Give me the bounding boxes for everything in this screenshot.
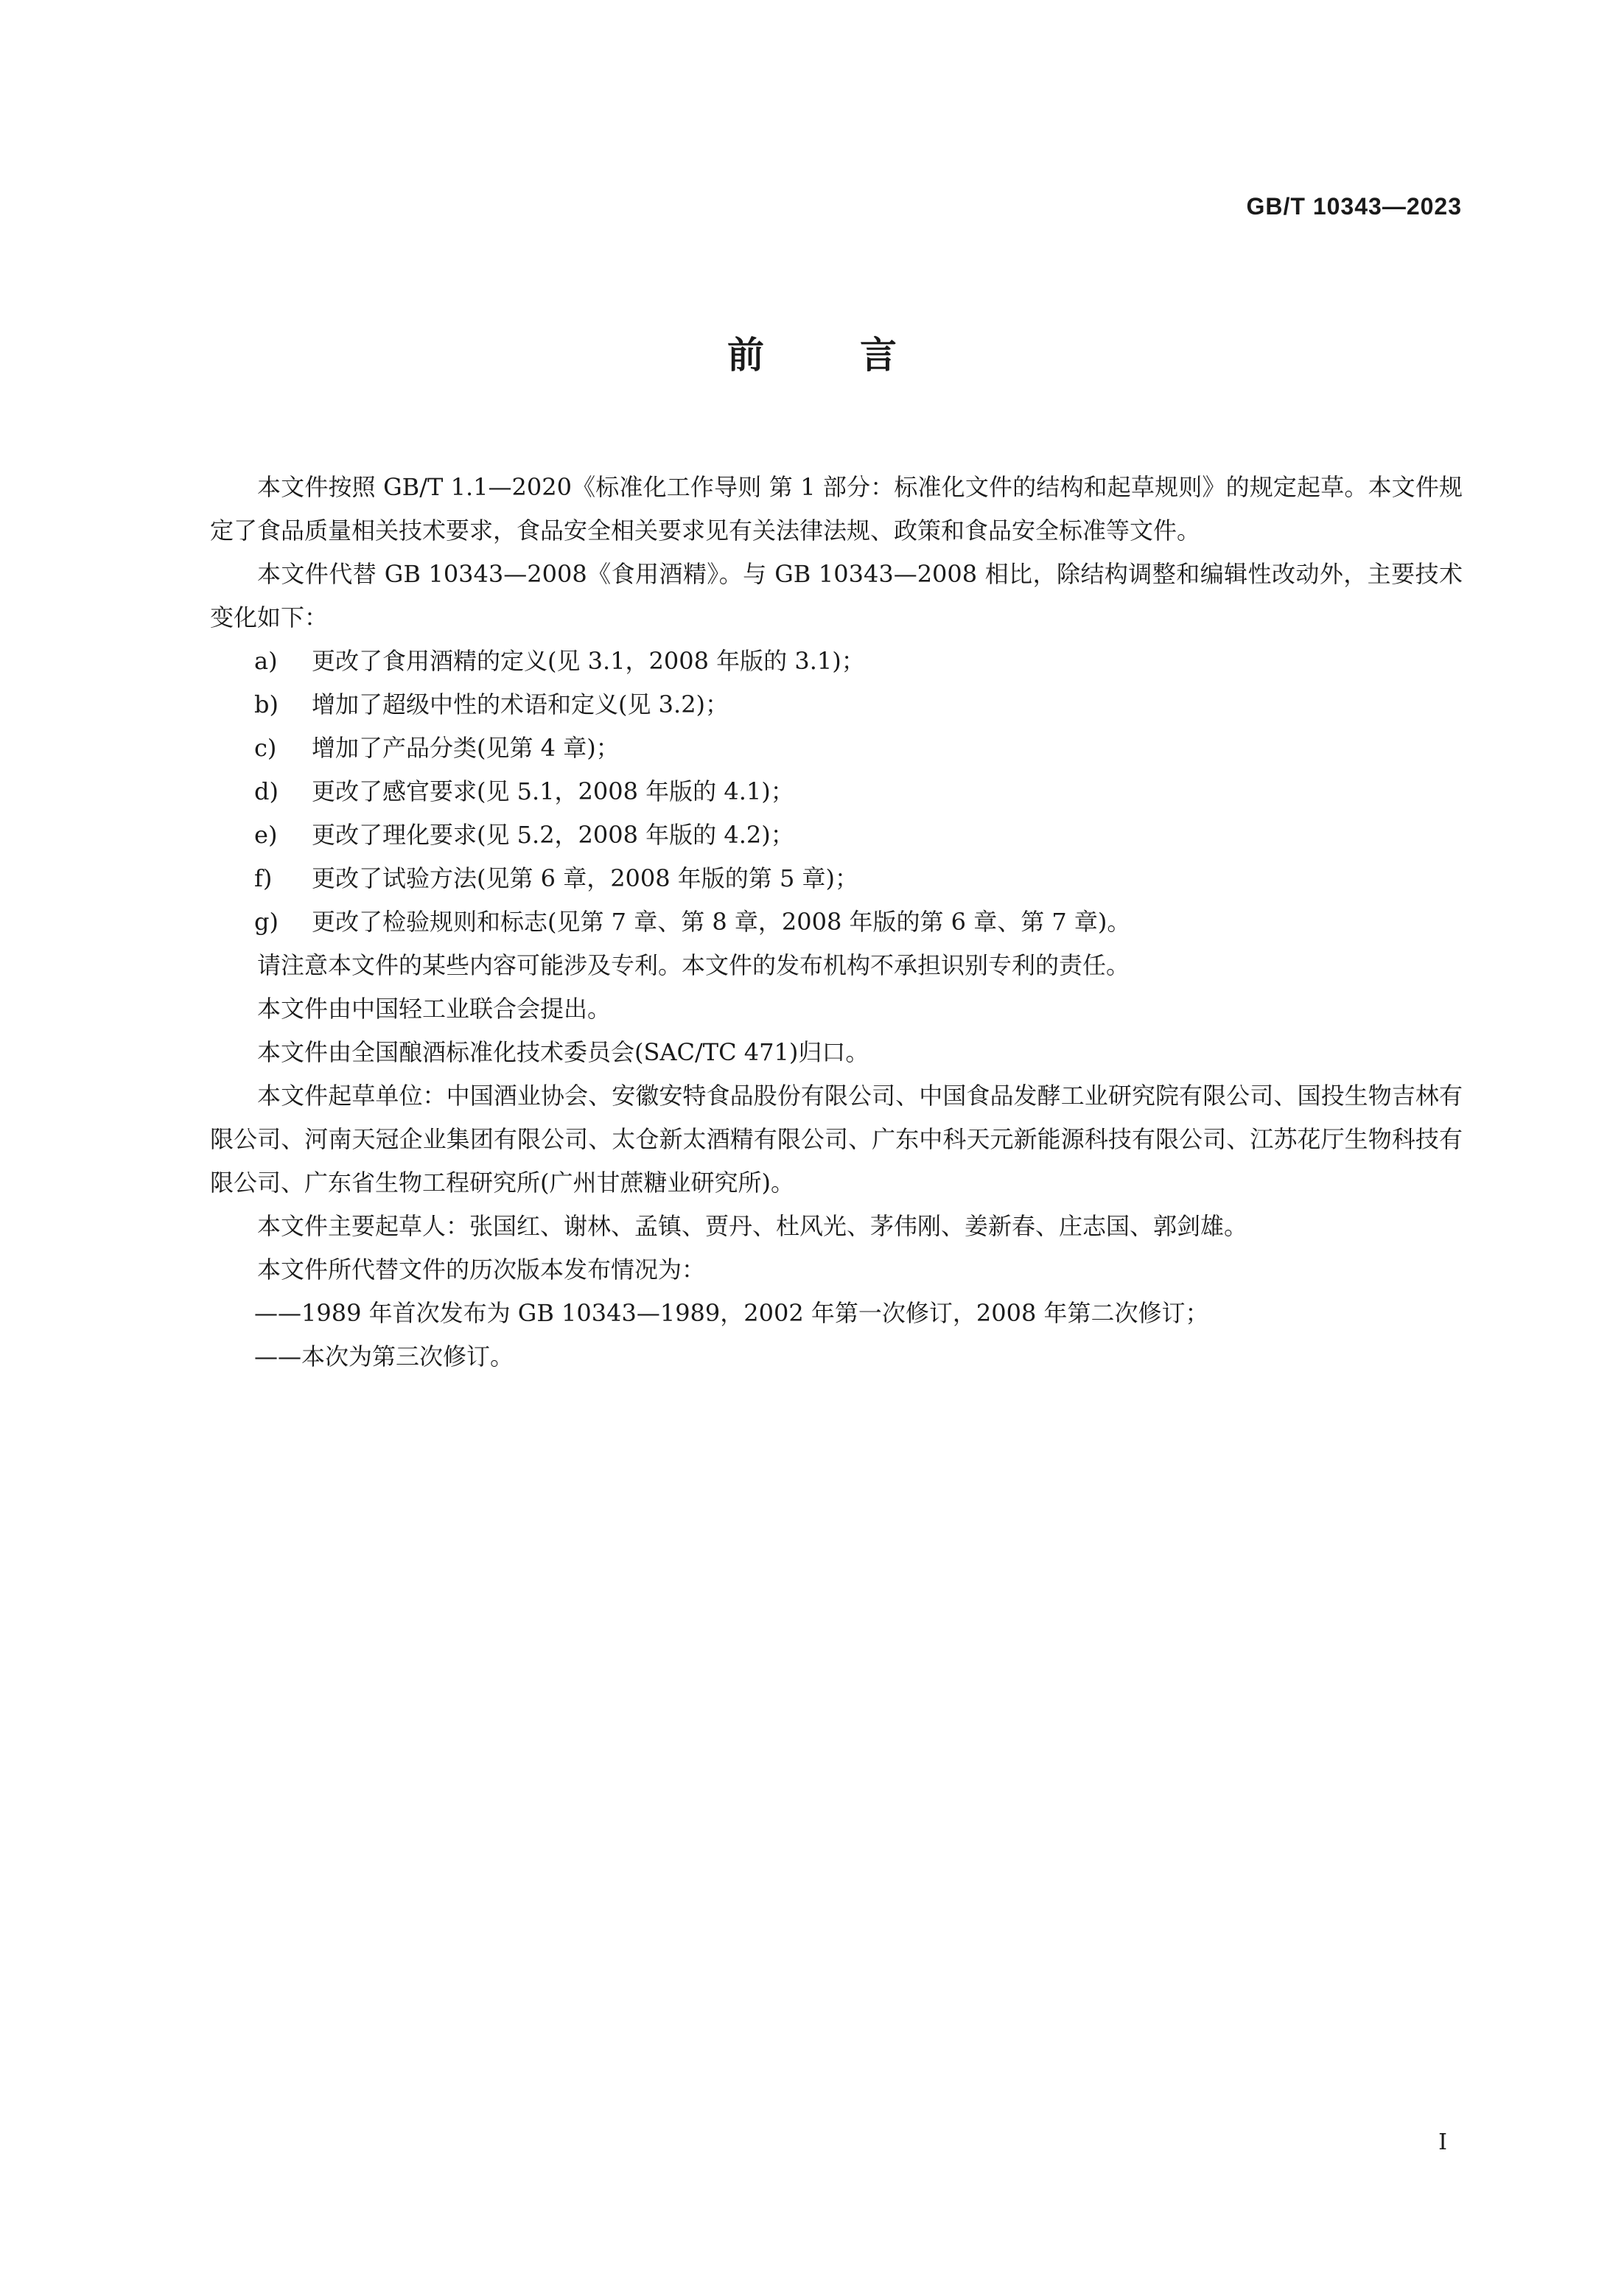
changes-list: [210, 640, 1463, 944]
list-marker: b): [254, 690, 279, 718]
title-char-1: 前: [727, 334, 764, 377]
list-item-text: 更改了食用酒精的定义(见 3.1，2008 年版的 3.1)；: [312, 647, 865, 675]
history-item: ——本次为第三次修订。: [254, 1342, 514, 1370]
list-item-text: 更改了理化要求(见 5.2，2008 年版的 4.2)；: [312, 821, 794, 849]
list-marker: g): [254, 908, 279, 936]
paragraph-proposer: 本文件由中国轻工业联合会提出。: [257, 995, 612, 1023]
list-item-text: 增加了产品分类(见第 4 章)；: [312, 734, 620, 762]
list-marker: d): [254, 777, 279, 805]
history-list: [210, 1292, 1463, 1379]
paragraph-history-intro: 本文件所代替文件的历次版本发布情况为：: [257, 1256, 706, 1284]
standard-number: GB/T 10343—2023: [1246, 193, 1462, 220]
list-item: [210, 857, 1463, 900]
history-item: ——1989 年首次发布为 GB 10343—1989，2002 年第一次修订，2008 年第二次修订；: [254, 1299, 1209, 1327]
list-marker: f): [254, 864, 273, 892]
section-title: [0, 333, 1624, 377]
paragraph-replacement: 本文件代替 GB 10343—2008《食用酒精》。与 GB 10343—2008 相比，除结构调整和编辑性改动外，主要技术变化如下：: [210, 560, 1463, 631]
list-marker: e): [254, 821, 278, 849]
list-item: [210, 727, 1463, 770]
page-number: I: [1438, 2129, 1447, 2155]
list-item-text: 增加了超级中性的术语和定义(见 3.2)；: [312, 690, 729, 718]
list-item-text: 更改了试验方法(见第 6 章，2008 年版的第 5 章)；: [312, 864, 858, 892]
paragraph-drafters: 本文件主要起草人：张国红、谢林、孟镇、贾丹、杜风光、茅伟刚、姜新春、庄志国、郭剑雄。: [257, 1212, 1248, 1240]
paragraph-drafting-units: 本文件起草单位：中国酒业协会、安徽安特食品股份有限公司、中国食品发酵工业研究院有限公司、国投生物吉林有限公司、河南天冠企业集团有限公司、太仓新太酒精有限公司、广东中科天元新能源科技有限公司、江苏花厅生物科技有限公司、广东省生物工程研究所(广州甘蔗糖业研究所)。: [210, 1082, 1463, 1197]
title-char-2: 言: [860, 334, 897, 377]
list-marker: c): [254, 734, 277, 762]
list-item-text: 更改了检验规则和标志(见第 7 章、第 8 章，2008 年版的第 6 章、第 7 章)。: [312, 908, 1131, 936]
paragraph-drafting-rules: 本文件按照 GB/T 1.1—2020《标准化工作导则 第 1 部分：标准化文件的结构和起草规则》的规定起草。本文件规定了食品质量相关技术要求，食品安全相关要求见有关法律法规、政策和食品安全标准等文件。: [210, 473, 1463, 545]
list-item-text: 更改了感官要求(见 5.1，2008 年版的 4.1)；: [312, 777, 794, 805]
paragraph-patent-notice: 请注意本文件的某些内容可能涉及专利。本文件的发布机构不承担识别专利的责任。: [257, 951, 1130, 979]
list-item: [210, 640, 1463, 683]
foreword-body: [210, 466, 1463, 1379]
paragraph-centralizer: 本文件由全国酿酒标准化技术委员会(SAC/TC 471)归口。: [257, 1038, 869, 1066]
list-item: [210, 900, 1463, 944]
list-item: [210, 813, 1463, 857]
list-item: [210, 683, 1463, 727]
list-item: [210, 770, 1463, 813]
list-marker: a): [254, 647, 278, 675]
